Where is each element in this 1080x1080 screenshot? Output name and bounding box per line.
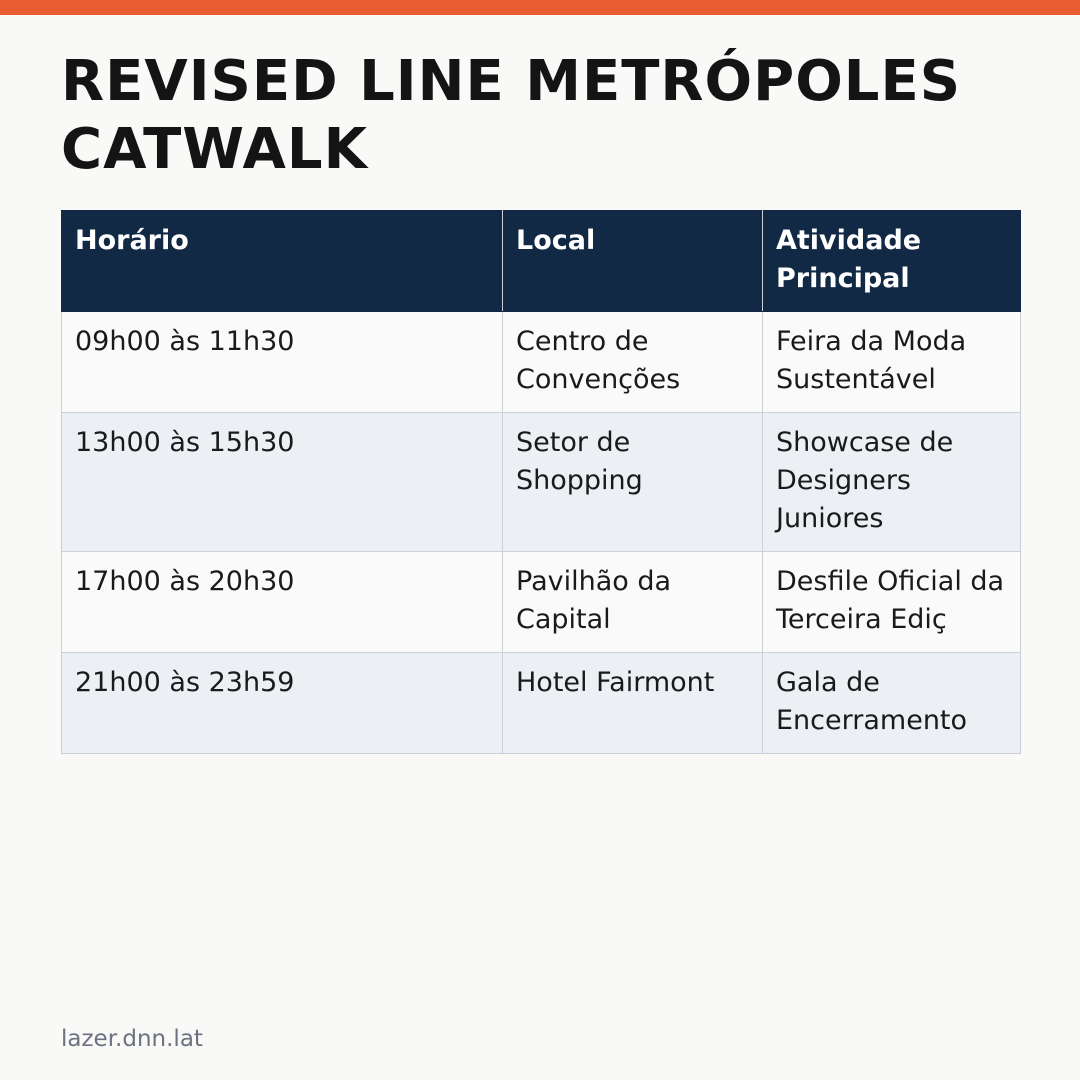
table-row [62, 312, 1021, 413]
column-header-atividade [763, 211, 1021, 312]
top-accent-bar [0, 0, 1080, 15]
cell-horario: 21h00 às 23h59 [62, 653, 503, 754]
cell-horario: 13h00 às 15h30 [62, 413, 503, 552]
cell-local: Centro de Convenções [503, 312, 763, 413]
cell-atividade: Showcase de Designers Juniores [763, 413, 1021, 552]
table-row [62, 653, 1021, 754]
cell-local: Setor de Shopping [503, 413, 763, 552]
table-row [62, 413, 1021, 552]
cell-atividade: Feira da Moda Sustentável [763, 312, 1021, 413]
footer-site-url: lazer.dnn.lat [61, 1026, 203, 1052]
cell-horario: 09h00 às 11h30 [62, 312, 503, 413]
column-header-local: Local [503, 211, 763, 312]
page-title: REVISED LINE METRÓPOLES CATWALK [61, 49, 962, 182]
schedule-table [61, 210, 1021, 754]
table-header-row [62, 211, 1021, 312]
cell-atividade: Gala de Encerramento [763, 653, 1021, 754]
cell-atividade: Desfile Oficial da Terceira Ediç [763, 552, 1021, 653]
cell-local: Pavilhão da Capital [503, 552, 763, 653]
table-row [62, 552, 1021, 653]
cell-horario: 17h00 às 20h30 [62, 552, 503, 653]
column-header-horario: Horário [62, 211, 503, 312]
column-header-atividade-label: Atividade Principal [776, 225, 922, 294]
cell-local: Hotel Fairmont [503, 653, 763, 754]
